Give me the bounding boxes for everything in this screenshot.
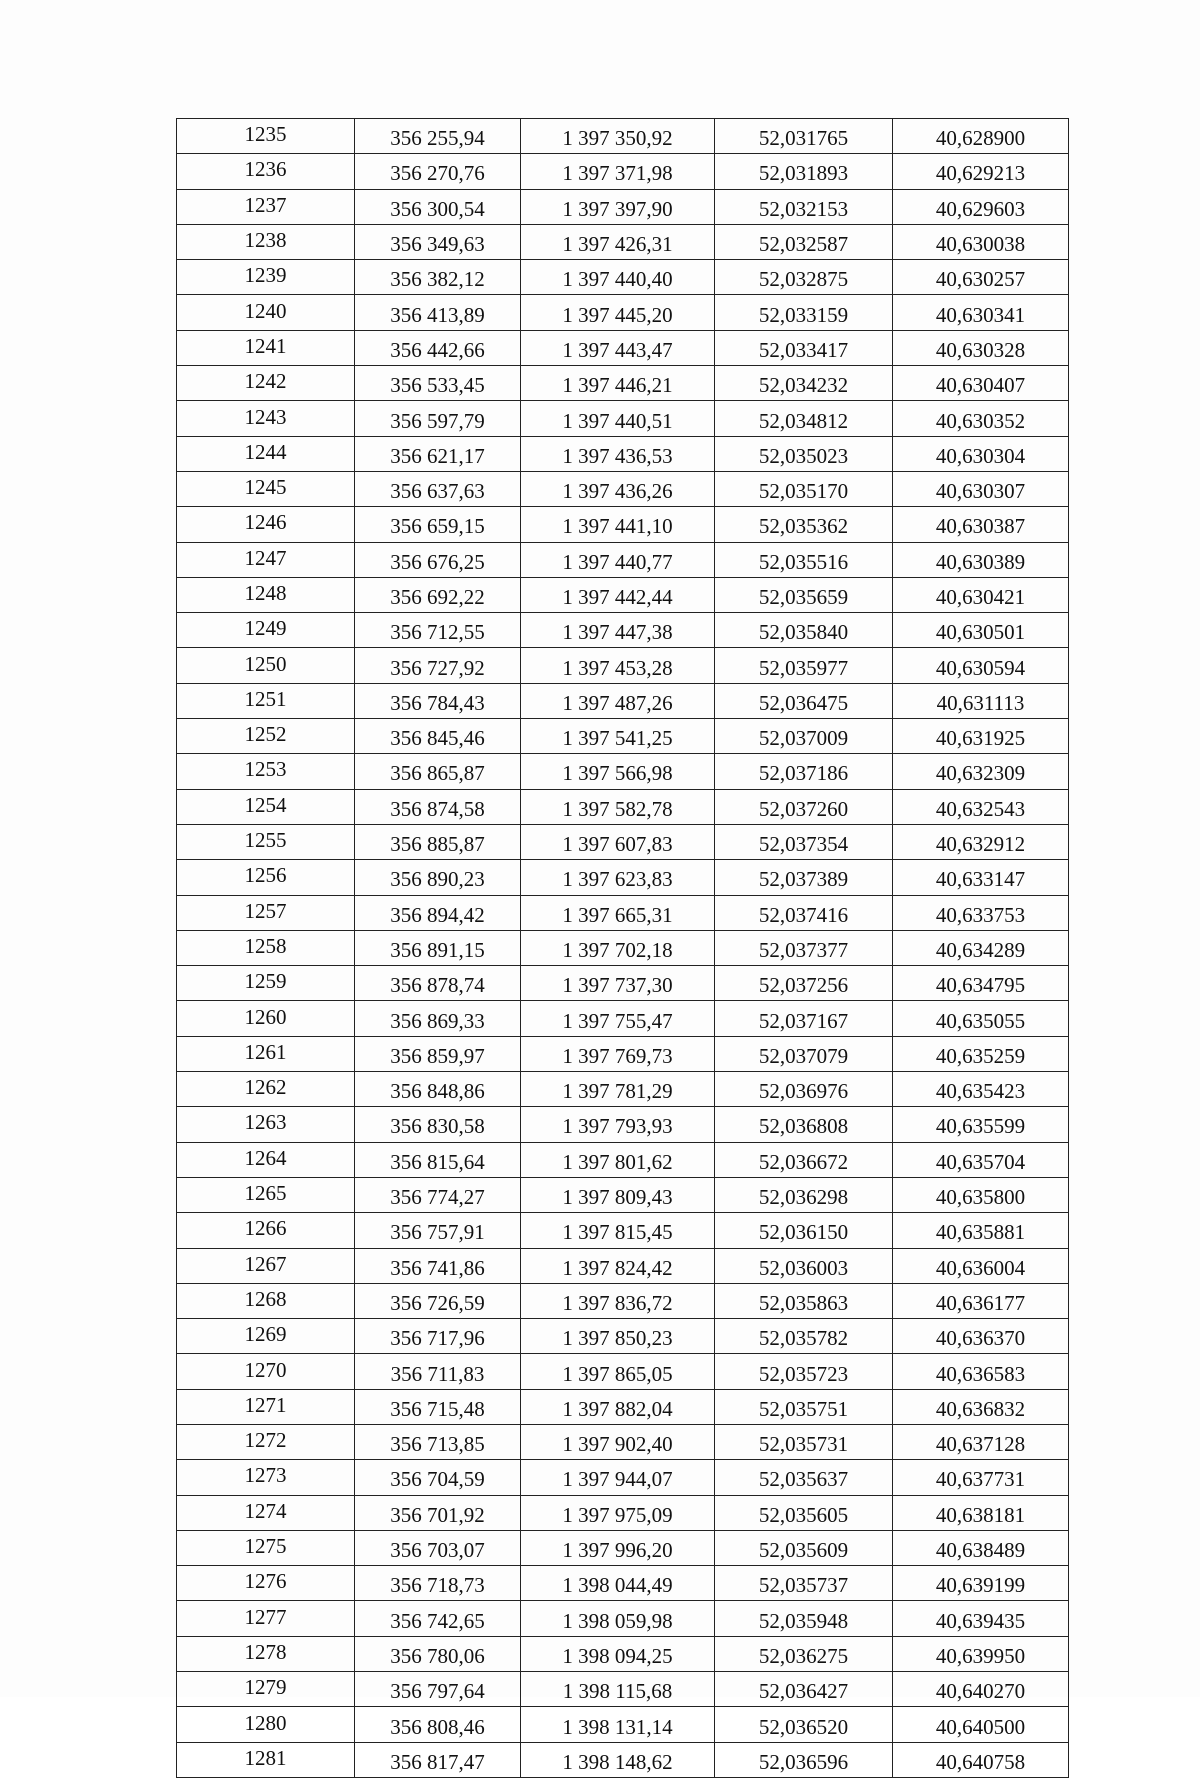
table-row <box>177 1672 1069 1707</box>
table-row <box>177 154 1069 189</box>
longitude-cell: 40,632309 <box>893 754 1069 789</box>
table-row <box>177 1107 1069 1142</box>
x-coordinate-cell: 356 878,74 <box>355 966 521 1001</box>
y-coordinate-cell: 1 397 436,26 <box>521 471 715 506</box>
x-coordinate-cell: 356 874,58 <box>355 789 521 824</box>
table-row <box>177 295 1069 330</box>
point-number-cell: 1267 <box>177 1248 355 1283</box>
latitude-cell: 52,036475 <box>715 683 893 718</box>
x-coordinate-cell: 356 808,46 <box>355 1707 521 1742</box>
y-coordinate-cell: 1 397 809,43 <box>521 1177 715 1212</box>
point-number-cell: 1252 <box>177 719 355 754</box>
table-row <box>177 1389 1069 1424</box>
latitude-cell: 52,036275 <box>715 1636 893 1671</box>
table-row <box>177 436 1069 471</box>
longitude-cell: 40,630328 <box>893 330 1069 365</box>
latitude-cell: 52,035782 <box>715 1319 893 1354</box>
point-number-cell: 1238 <box>177 224 355 259</box>
table-row <box>177 1495 1069 1530</box>
latitude-cell: 52,035605 <box>715 1495 893 1530</box>
latitude-cell: 52,034232 <box>715 366 893 401</box>
x-coordinate-cell: 356 891,15 <box>355 930 521 965</box>
point-number-cell: 1259 <box>177 966 355 1001</box>
point-number-cell: 1240 <box>177 295 355 330</box>
table-row <box>177 1460 1069 1495</box>
longitude-cell: 40,636583 <box>893 1354 1069 1389</box>
longitude-cell: 40,638181 <box>893 1495 1069 1530</box>
x-coordinate-cell: 356 442,66 <box>355 330 521 365</box>
table-row <box>177 719 1069 754</box>
y-coordinate-cell: 1 397 815,45 <box>521 1213 715 1248</box>
point-number-cell: 1237 <box>177 189 355 224</box>
x-coordinate-cell: 356 659,15 <box>355 507 521 542</box>
y-coordinate-cell: 1 397 755,47 <box>521 1001 715 1036</box>
point-number-cell: 1245 <box>177 471 355 506</box>
table-row <box>177 401 1069 436</box>
latitude-cell: 52,033159 <box>715 295 893 330</box>
longitude-cell: 40,629603 <box>893 189 1069 224</box>
y-coordinate-cell: 1 397 350,92 <box>521 119 715 154</box>
x-coordinate-cell: 356 701,92 <box>355 1495 521 1530</box>
coordinates-table-body <box>177 119 1069 1778</box>
y-coordinate-cell: 1 397 850,23 <box>521 1319 715 1354</box>
point-number-cell: 1258 <box>177 930 355 965</box>
x-coordinate-cell: 356 717,96 <box>355 1319 521 1354</box>
point-number-cell: 1235 <box>177 119 355 154</box>
y-coordinate-cell: 1 397 996,20 <box>521 1530 715 1565</box>
table-row <box>177 1319 1069 1354</box>
table-row <box>177 1354 1069 1389</box>
table-row <box>177 1248 1069 1283</box>
longitude-cell: 40,639435 <box>893 1601 1069 1636</box>
x-coordinate-cell: 356 780,06 <box>355 1636 521 1671</box>
latitude-cell: 52,037167 <box>715 1001 893 1036</box>
latitude-cell: 52,036596 <box>715 1742 893 1777</box>
latitude-cell: 52,035723 <box>715 1354 893 1389</box>
latitude-cell: 52,035731 <box>715 1424 893 1459</box>
y-coordinate-cell: 1 397 397,90 <box>521 189 715 224</box>
table-row <box>177 1142 1069 1177</box>
x-coordinate-cell: 356 845,46 <box>355 719 521 754</box>
y-coordinate-cell: 1 397 801,62 <box>521 1142 715 1177</box>
y-coordinate-cell: 1 397 440,51 <box>521 401 715 436</box>
y-coordinate-cell: 1 398 131,14 <box>521 1707 715 1742</box>
longitude-cell: 40,636004 <box>893 1248 1069 1283</box>
y-coordinate-cell: 1 398 059,98 <box>521 1601 715 1636</box>
point-number-cell: 1273 <box>177 1460 355 1495</box>
x-coordinate-cell: 356 712,55 <box>355 613 521 648</box>
point-number-cell: 1279 <box>177 1672 355 1707</box>
table-row <box>177 1283 1069 1318</box>
point-number-cell: 1242 <box>177 366 355 401</box>
x-coordinate-cell: 356 382,12 <box>355 260 521 295</box>
x-coordinate-cell: 356 830,58 <box>355 1107 521 1142</box>
point-number-cell: 1275 <box>177 1530 355 1565</box>
y-coordinate-cell: 1 397 737,30 <box>521 966 715 1001</box>
point-number-cell: 1256 <box>177 860 355 895</box>
longitude-cell: 40,640758 <box>893 1742 1069 1777</box>
latitude-cell: 52,036150 <box>715 1213 893 1248</box>
longitude-cell: 40,639199 <box>893 1566 1069 1601</box>
point-number-cell: 1270 <box>177 1354 355 1389</box>
latitude-cell: 52,036298 <box>715 1177 893 1212</box>
coordinates-table <box>176 118 1069 1778</box>
table-row <box>177 1036 1069 1071</box>
y-coordinate-cell: 1 397 607,83 <box>521 824 715 859</box>
point-number-cell: 1278 <box>177 1636 355 1671</box>
latitude-cell: 52,035023 <box>715 436 893 471</box>
x-coordinate-cell: 356 718,73 <box>355 1566 521 1601</box>
latitude-cell: 52,037389 <box>715 860 893 895</box>
table-row <box>177 1601 1069 1636</box>
longitude-cell: 40,635055 <box>893 1001 1069 1036</box>
y-coordinate-cell: 1 397 440,40 <box>521 260 715 295</box>
x-coordinate-cell: 356 774,27 <box>355 1177 521 1212</box>
longitude-cell: 40,629213 <box>893 154 1069 189</box>
longitude-cell: 40,630038 <box>893 224 1069 259</box>
longitude-cell: 40,635704 <box>893 1142 1069 1177</box>
table-row <box>177 260 1069 295</box>
x-coordinate-cell: 356 727,92 <box>355 648 521 683</box>
latitude-cell: 52,035609 <box>715 1530 893 1565</box>
x-coordinate-cell: 356 859,97 <box>355 1036 521 1071</box>
longitude-cell: 40,630501 <box>893 613 1069 648</box>
longitude-cell: 40,630594 <box>893 648 1069 683</box>
latitude-cell: 52,035948 <box>715 1601 893 1636</box>
latitude-cell: 52,037354 <box>715 824 893 859</box>
x-coordinate-cell: 356 713,85 <box>355 1424 521 1459</box>
longitude-cell: 40,636832 <box>893 1389 1069 1424</box>
latitude-cell: 52,035170 <box>715 471 893 506</box>
x-coordinate-cell: 356 817,47 <box>355 1742 521 1777</box>
table-row <box>177 648 1069 683</box>
longitude-cell: 40,637731 <box>893 1460 1069 1495</box>
latitude-cell: 52,035840 <box>715 613 893 648</box>
y-coordinate-cell: 1 397 824,42 <box>521 1248 715 1283</box>
table-row <box>177 930 1069 965</box>
table-row <box>177 683 1069 718</box>
longitude-cell: 40,635423 <box>893 1072 1069 1107</box>
latitude-cell: 52,037256 <box>715 966 893 1001</box>
point-number-cell: 1261 <box>177 1036 355 1071</box>
x-coordinate-cell: 356 741,86 <box>355 1248 521 1283</box>
latitude-cell: 52,034812 <box>715 401 893 436</box>
x-coordinate-cell: 356 533,45 <box>355 366 521 401</box>
y-coordinate-cell: 1 397 371,98 <box>521 154 715 189</box>
table-row <box>177 1213 1069 1248</box>
point-number-cell: 1249 <box>177 613 355 648</box>
x-coordinate-cell: 356 711,83 <box>355 1354 521 1389</box>
table-row <box>177 1636 1069 1671</box>
longitude-cell: 40,637128 <box>893 1424 1069 1459</box>
y-coordinate-cell: 1 397 487,26 <box>521 683 715 718</box>
x-coordinate-cell: 356 597,79 <box>355 401 521 436</box>
x-coordinate-cell: 356 300,54 <box>355 189 521 224</box>
longitude-cell: 40,640500 <box>893 1707 1069 1742</box>
latitude-cell: 52,037377 <box>715 930 893 965</box>
table-row <box>177 1177 1069 1212</box>
x-coordinate-cell: 356 865,87 <box>355 754 521 789</box>
longitude-cell: 40,634795 <box>893 966 1069 1001</box>
x-coordinate-cell: 356 270,76 <box>355 154 521 189</box>
y-coordinate-cell: 1 398 044,49 <box>521 1566 715 1601</box>
y-coordinate-cell: 1 397 665,31 <box>521 895 715 930</box>
latitude-cell: 52,037260 <box>715 789 893 824</box>
x-coordinate-cell: 356 692,22 <box>355 577 521 612</box>
point-number-cell: 1239 <box>177 260 355 295</box>
y-coordinate-cell: 1 397 836,72 <box>521 1283 715 1318</box>
longitude-cell: 40,632912 <box>893 824 1069 859</box>
latitude-cell: 52,031765 <box>715 119 893 154</box>
table-row <box>177 1424 1069 1459</box>
x-coordinate-cell: 356 742,65 <box>355 1601 521 1636</box>
point-number-cell: 1248 <box>177 577 355 612</box>
y-coordinate-cell: 1 397 865,05 <box>521 1354 715 1389</box>
longitude-cell: 40,630304 <box>893 436 1069 471</box>
longitude-cell: 40,635800 <box>893 1177 1069 1212</box>
table-row <box>177 507 1069 542</box>
y-coordinate-cell: 1 397 441,10 <box>521 507 715 542</box>
longitude-cell: 40,631113 <box>893 683 1069 718</box>
latitude-cell: 52,035637 <box>715 1460 893 1495</box>
longitude-cell: 40,630341 <box>893 295 1069 330</box>
y-coordinate-cell: 1 397 781,29 <box>521 1072 715 1107</box>
y-coordinate-cell: 1 397 446,21 <box>521 366 715 401</box>
latitude-cell: 52,032875 <box>715 260 893 295</box>
latitude-cell: 52,036808 <box>715 1107 893 1142</box>
longitude-cell: 40,631925 <box>893 719 1069 754</box>
latitude-cell: 52,035737 <box>715 1566 893 1601</box>
latitude-cell: 52,037079 <box>715 1036 893 1071</box>
table-row <box>177 1566 1069 1601</box>
point-number-cell: 1247 <box>177 542 355 577</box>
table-row <box>177 189 1069 224</box>
x-coordinate-cell: 356 255,94 <box>355 119 521 154</box>
point-number-cell: 1257 <box>177 895 355 930</box>
table-row <box>177 613 1069 648</box>
x-coordinate-cell: 356 715,48 <box>355 1389 521 1424</box>
point-number-cell: 1264 <box>177 1142 355 1177</box>
point-number-cell: 1241 <box>177 330 355 365</box>
point-number-cell: 1260 <box>177 1001 355 1036</box>
point-number-cell: 1246 <box>177 507 355 542</box>
point-number-cell: 1277 <box>177 1601 355 1636</box>
longitude-cell: 40,630257 <box>893 260 1069 295</box>
y-coordinate-cell: 1 397 975,09 <box>521 1495 715 1530</box>
x-coordinate-cell: 356 869,33 <box>355 1001 521 1036</box>
y-coordinate-cell: 1 397 769,73 <box>521 1036 715 1071</box>
table-row <box>177 860 1069 895</box>
table-row <box>177 542 1069 577</box>
x-coordinate-cell: 356 815,64 <box>355 1142 521 1177</box>
point-number-cell: 1266 <box>177 1213 355 1248</box>
point-number-cell: 1281 <box>177 1742 355 1777</box>
table-row <box>177 577 1069 612</box>
y-coordinate-cell: 1 397 447,38 <box>521 613 715 648</box>
latitude-cell: 52,037186 <box>715 754 893 789</box>
point-number-cell: 1276 <box>177 1566 355 1601</box>
y-coordinate-cell: 1 397 944,07 <box>521 1460 715 1495</box>
latitude-cell: 52,036976 <box>715 1072 893 1107</box>
longitude-cell: 40,632543 <box>893 789 1069 824</box>
table-row <box>177 1001 1069 1036</box>
latitude-cell: 52,035751 <box>715 1389 893 1424</box>
longitude-cell: 40,630407 <box>893 366 1069 401</box>
y-coordinate-cell: 1 397 793,93 <box>521 1107 715 1142</box>
latitude-cell: 52,031893 <box>715 154 893 189</box>
x-coordinate-cell: 356 349,63 <box>355 224 521 259</box>
x-coordinate-cell: 356 413,89 <box>355 295 521 330</box>
x-coordinate-cell: 356 848,86 <box>355 1072 521 1107</box>
point-number-cell: 1269 <box>177 1319 355 1354</box>
y-coordinate-cell: 1 397 582,78 <box>521 789 715 824</box>
latitude-cell: 52,033417 <box>715 330 893 365</box>
x-coordinate-cell: 356 676,25 <box>355 542 521 577</box>
x-coordinate-cell: 356 757,91 <box>355 1213 521 1248</box>
longitude-cell: 40,630387 <box>893 507 1069 542</box>
longitude-cell: 40,639950 <box>893 1636 1069 1671</box>
longitude-cell: 40,635881 <box>893 1213 1069 1248</box>
latitude-cell: 52,037416 <box>715 895 893 930</box>
y-coordinate-cell: 1 398 148,62 <box>521 1742 715 1777</box>
longitude-cell: 40,634289 <box>893 930 1069 965</box>
point-number-cell: 1272 <box>177 1424 355 1459</box>
y-coordinate-cell: 1 397 882,04 <box>521 1389 715 1424</box>
latitude-cell: 52,032153 <box>715 189 893 224</box>
x-coordinate-cell: 356 797,64 <box>355 1672 521 1707</box>
latitude-cell: 52,036003 <box>715 1248 893 1283</box>
point-number-cell: 1253 <box>177 754 355 789</box>
table-row <box>177 366 1069 401</box>
x-coordinate-cell: 356 703,07 <box>355 1530 521 1565</box>
point-number-cell: 1262 <box>177 1072 355 1107</box>
latitude-cell: 52,036427 <box>715 1672 893 1707</box>
longitude-cell: 40,640270 <box>893 1672 1069 1707</box>
point-number-cell: 1274 <box>177 1495 355 1530</box>
longitude-cell: 40,628900 <box>893 119 1069 154</box>
longitude-cell: 40,635599 <box>893 1107 1069 1142</box>
y-coordinate-cell: 1 397 445,20 <box>521 295 715 330</box>
longitude-cell: 40,630352 <box>893 401 1069 436</box>
latitude-cell: 52,035977 <box>715 648 893 683</box>
y-coordinate-cell: 1 397 702,18 <box>521 930 715 965</box>
latitude-cell: 52,036520 <box>715 1707 893 1742</box>
table-row <box>177 824 1069 859</box>
latitude-cell: 52,036672 <box>715 1142 893 1177</box>
point-number-cell: 1263 <box>177 1107 355 1142</box>
longitude-cell: 40,638489 <box>893 1530 1069 1565</box>
x-coordinate-cell: 356 726,59 <box>355 1283 521 1318</box>
latitude-cell: 52,037009 <box>715 719 893 754</box>
point-number-cell: 1250 <box>177 648 355 683</box>
x-coordinate-cell: 356 637,63 <box>355 471 521 506</box>
longitude-cell: 40,630389 <box>893 542 1069 577</box>
longitude-cell: 40,633753 <box>893 895 1069 930</box>
point-number-cell: 1280 <box>177 1707 355 1742</box>
y-coordinate-cell: 1 397 443,47 <box>521 330 715 365</box>
x-coordinate-cell: 356 621,17 <box>355 436 521 471</box>
point-number-cell: 1251 <box>177 683 355 718</box>
latitude-cell: 52,035863 <box>715 1283 893 1318</box>
longitude-cell: 40,630421 <box>893 577 1069 612</box>
y-coordinate-cell: 1 397 426,31 <box>521 224 715 259</box>
table-row <box>177 224 1069 259</box>
latitude-cell: 52,035362 <box>715 507 893 542</box>
point-number-cell: 1244 <box>177 436 355 471</box>
y-coordinate-cell: 1 397 902,40 <box>521 1424 715 1459</box>
longitude-cell: 40,635259 <box>893 1036 1069 1071</box>
table-row <box>177 330 1069 365</box>
point-number-cell: 1268 <box>177 1283 355 1318</box>
table-row <box>177 1072 1069 1107</box>
y-coordinate-cell: 1 398 115,68 <box>521 1672 715 1707</box>
y-coordinate-cell: 1 397 436,53 <box>521 436 715 471</box>
y-coordinate-cell: 1 397 566,98 <box>521 754 715 789</box>
point-number-cell: 1243 <box>177 401 355 436</box>
y-coordinate-cell: 1 397 442,44 <box>521 577 715 612</box>
table-row <box>177 471 1069 506</box>
latitude-cell: 52,035516 <box>715 542 893 577</box>
y-coordinate-cell: 1 398 094,25 <box>521 1636 715 1671</box>
x-coordinate-cell: 356 784,43 <box>355 683 521 718</box>
table-row <box>177 966 1069 1001</box>
table-row <box>177 754 1069 789</box>
point-number-cell: 1254 <box>177 789 355 824</box>
x-coordinate-cell: 356 885,87 <box>355 824 521 859</box>
point-number-cell: 1265 <box>177 1177 355 1212</box>
y-coordinate-cell: 1 397 453,28 <box>521 648 715 683</box>
x-coordinate-cell: 356 894,42 <box>355 895 521 930</box>
table-row <box>177 1530 1069 1565</box>
table-row <box>177 789 1069 824</box>
point-number-cell: 1271 <box>177 1389 355 1424</box>
x-coordinate-cell: 356 704,59 <box>355 1460 521 1495</box>
y-coordinate-cell: 1 397 440,77 <box>521 542 715 577</box>
longitude-cell: 40,630307 <box>893 471 1069 506</box>
latitude-cell: 52,035659 <box>715 577 893 612</box>
table-row <box>177 1707 1069 1742</box>
y-coordinate-cell: 1 397 623,83 <box>521 860 715 895</box>
x-coordinate-cell: 356 890,23 <box>355 860 521 895</box>
longitude-cell: 40,633147 <box>893 860 1069 895</box>
table-row <box>177 895 1069 930</box>
table-row <box>177 119 1069 154</box>
longitude-cell: 40,636177 <box>893 1283 1069 1318</box>
y-coordinate-cell: 1 397 541,25 <box>521 719 715 754</box>
point-number-cell: 1236 <box>177 154 355 189</box>
latitude-cell: 52,032587 <box>715 224 893 259</box>
longitude-cell: 40,636370 <box>893 1319 1069 1354</box>
point-number-cell: 1255 <box>177 824 355 859</box>
table-row <box>177 1742 1069 1777</box>
